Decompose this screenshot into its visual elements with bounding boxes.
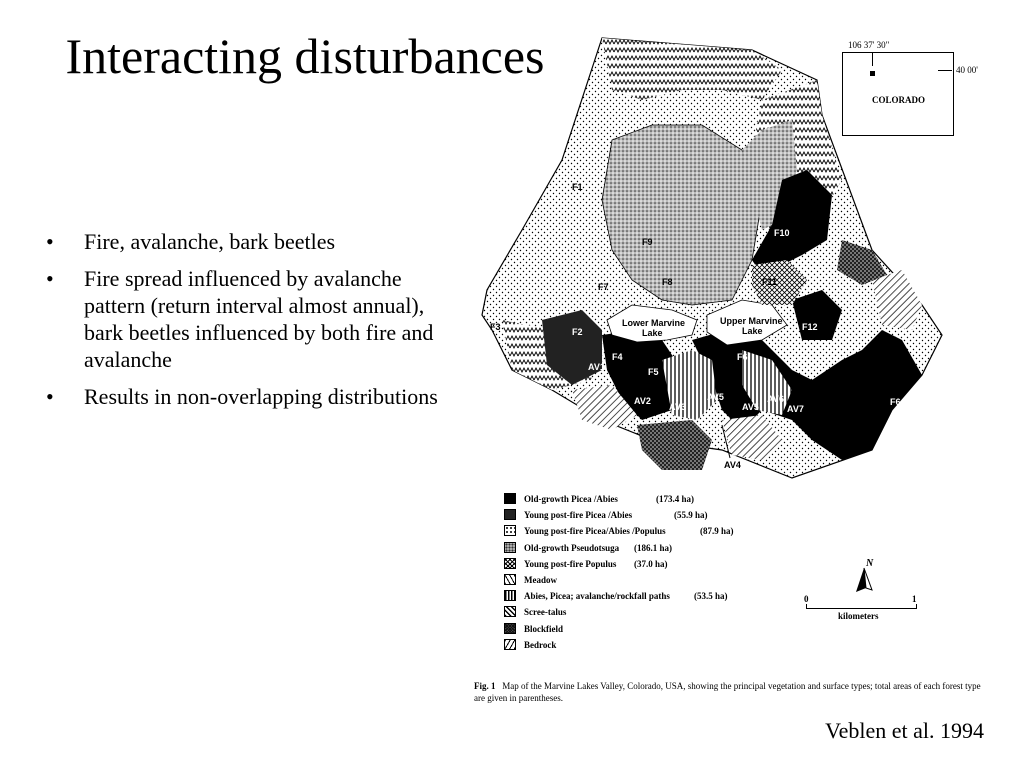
map-label: F3 [490, 322, 501, 332]
legend-label: Abies, Picea; avalanche/rockfall paths [524, 591, 670, 602]
legend-label: Old-growth Picea /Abies [524, 494, 618, 504]
legend-item [504, 541, 804, 557]
map-label: F6 [890, 397, 901, 407]
figure-caption [474, 680, 989, 704]
legend-swatch [504, 542, 516, 553]
scale-start: 0 [804, 594, 809, 604]
map-label: F9 [642, 237, 653, 247]
map-label: AV5 [742, 402, 759, 412]
legend-item [504, 605, 804, 621]
legend-item [504, 573, 804, 589]
caption-label: Fig. 1 [474, 681, 496, 691]
legend-swatch [504, 509, 516, 520]
legend-swatch [504, 590, 516, 601]
legend-label: Old-growth Pseudotsuga [524, 542, 620, 553]
legend-area: (55.9 ha) [674, 510, 708, 521]
bullet-item [40, 228, 450, 255]
map-label: F12 [802, 322, 818, 332]
inset-latitude: 40 00' [956, 65, 978, 75]
citation: Veblen et al. 1994 [825, 718, 984, 743]
map-label: AV2 [634, 396, 651, 406]
legend-swatch [504, 606, 516, 617]
scale-bar [800, 594, 930, 624]
map-label: F5 [648, 367, 659, 377]
map-label: AV1 [588, 362, 605, 372]
scale-unit: kilometers [838, 611, 879, 621]
caption-text: Map of the Marvine Lakes Valley, Colorado, USA, showing the principal vegetation and surface types; total areas of each forest type are given in parentheses. [474, 681, 981, 703]
legend-area: (186.1 ha) [634, 542, 672, 553]
legend-label: Young post-fire Populus [524, 558, 617, 569]
map-label: AV3 [669, 402, 686, 412]
legend-swatch [504, 525, 516, 536]
legend-area: (37.0 ha) [634, 558, 668, 569]
map-label: Lower Marvine [622, 318, 686, 328]
map-label: F2 [572, 327, 583, 337]
map-label: AV4 [724, 460, 741, 470]
bullet-dot-icon: • [46, 384, 54, 409]
legend-label: Young post-fire Picea /Abies [524, 510, 633, 521]
legend-area: (173.4 ha) [656, 494, 694, 504]
legend-item [504, 557, 804, 573]
legend-item [504, 589, 804, 605]
inset-tick [872, 52, 873, 66]
map-label: F10 [774, 228, 790, 238]
map-label: F4 [612, 352, 623, 362]
legend-swatch [504, 493, 516, 504]
north-arrow [852, 558, 882, 598]
map-label: AV7 [787, 404, 804, 414]
legend-swatch [504, 639, 516, 650]
legend-label: Bedrock [524, 639, 557, 650]
legend-swatch [504, 623, 516, 634]
legend-item [504, 492, 804, 508]
bullet-text: Fire, avalanche, bark beetles [84, 229, 336, 254]
map-label: F1 [572, 182, 583, 192]
vegetation-map-figure [462, 30, 992, 718]
bullet-dot-icon: • [46, 266, 54, 291]
map-label: Lake [642, 328, 663, 338]
scale-tick [916, 604, 917, 609]
bullet-text: Fire spread influenced by avalanche pattern (return interval almost annual), bark beetles influenced by both fire and avalanche [84, 266, 434, 372]
scale-line [806, 608, 916, 609]
scale-tick [806, 604, 807, 609]
legend-item [504, 524, 804, 540]
slide-title: Interacting disturbances [65, 28, 545, 84]
map-legend [504, 492, 804, 654]
map-label: Upper Marvine [720, 316, 783, 326]
inset-locator-map [842, 40, 992, 140]
legend-item [504, 622, 804, 638]
bullet-item [40, 265, 450, 373]
legend-label: Young post-fire Picea/Abies /Populus [524, 526, 666, 537]
bullet-list [40, 228, 450, 420]
bullet-dot-icon: • [46, 229, 54, 254]
legend-label: Meadow [524, 574, 557, 585]
bullet-text: Results in non-overlapping distributions [84, 384, 438, 409]
map-label: F11 [762, 277, 778, 287]
legend-swatch [504, 558, 516, 569]
map-label: AV6 [767, 394, 784, 404]
inset-frame [842, 52, 954, 136]
legend-label: Blockfield [524, 623, 564, 634]
north-label: N [866, 558, 874, 569]
map-label: F6 [737, 352, 748, 362]
map-label: F8 [662, 277, 673, 287]
legend-area: (53.5 ha) [694, 591, 728, 602]
inset-state-label: COLORADO [872, 95, 926, 105]
map-label: AV5 [707, 392, 724, 402]
legend-item [504, 508, 804, 524]
map-label: Lake [742, 326, 763, 336]
legend-area: (87.9 ha) [700, 526, 734, 537]
inset-longitude: 106 37' 30" [848, 40, 890, 50]
legend-label: Scree-talus [524, 607, 567, 618]
scale-end: 1 [912, 594, 917, 604]
map-label: F7 [598, 282, 609, 292]
legend-item [504, 638, 804, 654]
bullet-item [40, 383, 450, 410]
legend-swatch [504, 574, 516, 585]
inset-location-marker-icon [870, 71, 875, 76]
inset-tick [938, 70, 952, 71]
